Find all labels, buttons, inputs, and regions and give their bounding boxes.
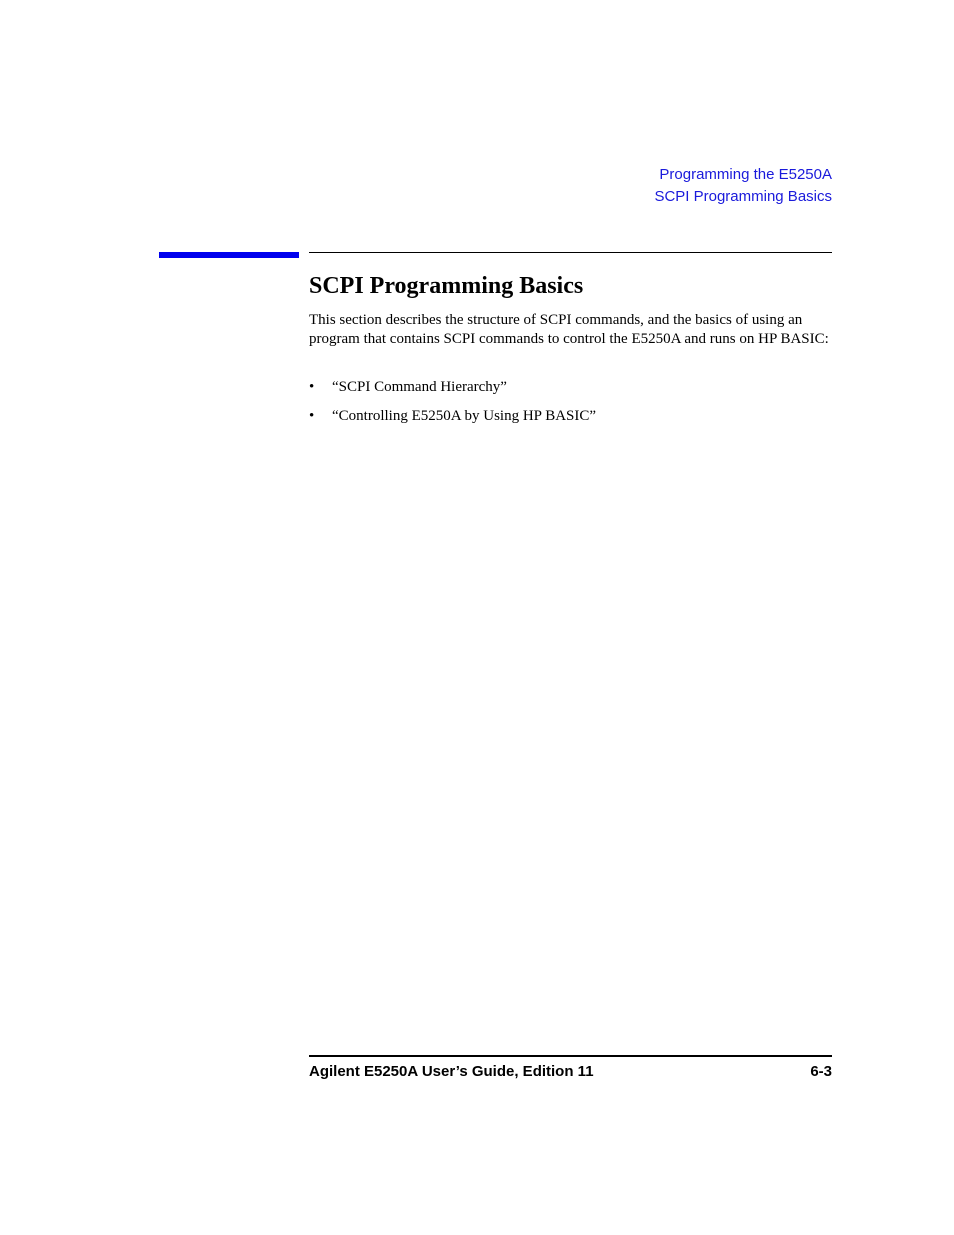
list-item-text: “Controlling E5250A by Using HP BASIC” xyxy=(332,408,597,424)
page-number: 6-3 xyxy=(810,1063,832,1080)
page-footer xyxy=(309,1062,832,1082)
topic-list xyxy=(309,378,832,436)
section-accent-bar xyxy=(159,252,299,258)
list-item xyxy=(309,378,832,397)
footer-guide-title: Agilent E5250A User’s Guide, Edition 11 xyxy=(309,1063,594,1080)
intro-paragraph: This section describes the structure of SCPI commands, and the basics of using an program that contains SCPI commands to control the E5250A and runs on HP BASIC: xyxy=(309,312,829,347)
section-title: SCPI Programming Basics xyxy=(309,273,584,299)
bullet-marker: • xyxy=(309,379,315,395)
running-header xyxy=(654,164,832,208)
list-item-text: “SCPI Command Hierarchy” xyxy=(332,379,507,395)
running-header-chapter: Programming the E5250A xyxy=(659,166,832,183)
section-divider xyxy=(309,252,832,253)
list-item xyxy=(309,407,832,426)
footer-divider xyxy=(309,1055,832,1057)
bullet-marker: • xyxy=(309,408,315,424)
running-header-section: SCPI Programming Basics xyxy=(654,188,832,205)
